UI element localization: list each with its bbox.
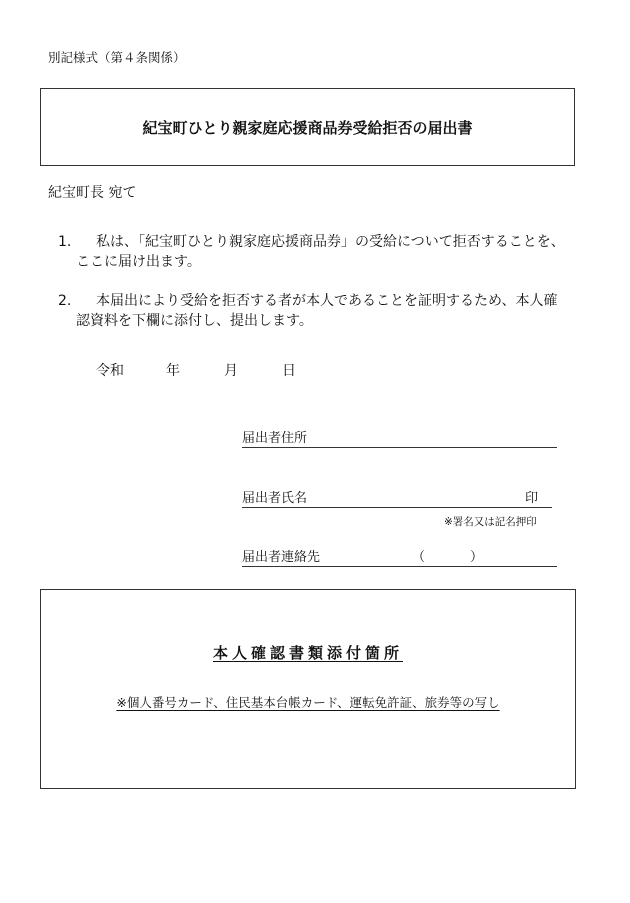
- contact-field[interactable]: [242, 546, 557, 567]
- date-day-label: 日: [282, 363, 296, 379]
- item-text-line: 認資料を下欄に添付し、提出します。: [76, 313, 313, 329]
- contact-paren-close: ）: [470, 550, 484, 565]
- addressee: 紀宝町長 宛て: [48, 185, 137, 201]
- name-label: 届出者氏名: [242, 491, 308, 506]
- date-month-label: 月: [224, 363, 238, 379]
- seal-mark: 印: [524, 491, 538, 506]
- item-text-line: 本届出により受給を拒否する者が本人であることを証明するため、本人確: [96, 293, 558, 309]
- item-number: 1.: [58, 234, 72, 250]
- item-text-line: ここに届け出ます。: [76, 254, 201, 270]
- attachment-title: 本人確認書類添付箇所: [212, 644, 403, 662]
- address-field[interactable]: [242, 427, 557, 448]
- contact-label: 届出者連絡先: [242, 550, 321, 565]
- address-label: 届出者住所: [242, 431, 308, 446]
- document-title: 紀宝町ひとり親家庭応援商品券受給拒否の届出書: [142, 118, 473, 137]
- name-field[interactable]: [242, 487, 552, 508]
- form-reference: 別記様式（第４条関係）: [48, 50, 186, 65]
- id-attachment-area: [40, 589, 576, 789]
- signature-note: ※署名又は記名押印: [444, 516, 537, 528]
- attachment-note: ※個人番号カード、住民基本台帳カード、運転免許証、旅券等の写し: [116, 695, 500, 710]
- date-year-label: 年: [166, 363, 180, 379]
- title-box: [40, 88, 575, 166]
- date-era: 令和: [96, 363, 124, 379]
- contact-paren-open: （: [412, 550, 426, 565]
- item-text-line: 私は、「紀宝町ひとり親家庭応援商品券」の受給について拒否することを、: [96, 234, 565, 250]
- item-number: 2.: [58, 293, 72, 309]
